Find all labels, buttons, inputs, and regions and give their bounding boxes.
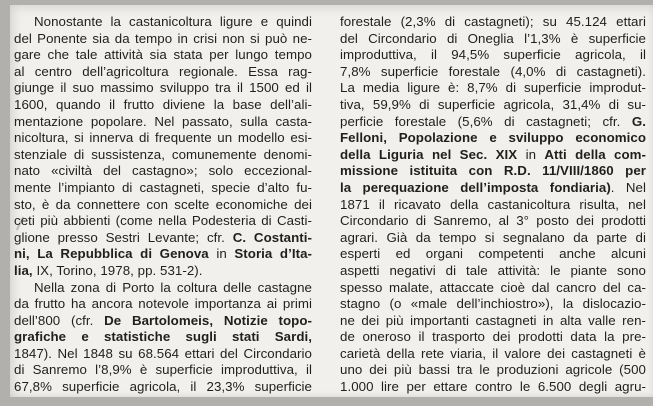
text-line <box>340 64 646 81</box>
text-segment: uno dei più bassi tra le produzioni agricole (500 <box>340 362 646 378</box>
text-line <box>340 346 646 363</box>
text-line <box>340 296 646 313</box>
text-segment: mentazione popolare. Nel passato, sulla casta- <box>14 113 312 129</box>
text-segment: IX, Torino, 1978, pp. 531-2). <box>36 262 203 278</box>
text-segment: ne dei più importanti castagneti in alta valle ren- <box>340 312 646 328</box>
text-segment: al centro dell’agricoltura regionale. Essa rag- <box>14 63 312 79</box>
text-segment: . Nel <box>610 179 646 195</box>
text-segment: La media ligure è: 8,7% di superficie improdut- <box>340 80 646 96</box>
text-segment: de oneroso il trasporto dei prodotti data la pre- <box>340 329 646 345</box>
text-line <box>340 213 646 230</box>
bold-text-segment: G. <box>631 113 646 129</box>
text-line <box>14 14 312 31</box>
text-line <box>14 197 312 214</box>
text-segment: giunge il suo massimo sviluppo tra il 1500 ed il <box>14 80 312 96</box>
text-segment: del Ponente sia da tempo in crisi non si può ne- <box>14 30 312 46</box>
bold-text-segment: la perequazione dell’imposta fondiaria) <box>340 179 611 195</box>
text-line <box>340 97 646 114</box>
text-line <box>14 114 312 131</box>
text-line <box>340 163 646 180</box>
text-line <box>340 130 646 147</box>
text-segment: esperti ed organi competenti anche alcuni <box>340 246 646 262</box>
text-segment: del Circondario di Oneglia l’1,3% è superficie <box>340 30 646 46</box>
bold-text-segment: missione istituita con R.D. 11/VIII/1860 per <box>340 163 646 179</box>
text-segment: Circondario di Sanremo, al 3° posto dei prodotti <box>340 213 646 229</box>
text-line <box>14 47 312 64</box>
text-segment: Nella zona di Porto la coltura delle castagne <box>34 279 312 295</box>
text-segment: Nonostante la castanicoltura ligure e quindi <box>34 14 312 29</box>
text-segment: gare che tale attività sia stata per lungo tempo <box>14 47 312 63</box>
bold-text-segment: lia, <box>14 262 37 278</box>
bold-text-segment: Atti della com- <box>544 146 646 162</box>
text-line <box>340 329 646 346</box>
bold-text-segment: De Bartolomeis, Notizie topo- <box>104 312 312 328</box>
text-line <box>340 263 646 280</box>
text-line <box>340 246 646 263</box>
text-line <box>14 313 312 330</box>
text-segment: da frutto ha ancora notevole importanza ai primi <box>14 296 312 312</box>
text-segment: sto, è da connettere con scelte economiche dei <box>14 196 312 212</box>
text-line <box>14 379 312 396</box>
text-column-right <box>340 14 646 396</box>
text-line <box>340 31 646 48</box>
text-line <box>340 197 646 214</box>
text-line <box>340 180 646 197</box>
text-line <box>14 263 312 280</box>
text-segment: mente l’impianto di castagneti, specie d’alto fu- <box>14 179 312 195</box>
text-line <box>14 31 312 48</box>
text-segment: 67,8% superficie agricola, il 23,3% superficie <box>14 379 312 395</box>
text-segment: nato «civiltà del castagno»; solo eccezional- <box>14 163 312 179</box>
text-line <box>14 97 312 114</box>
text-line <box>340 14 646 31</box>
text-segment: in <box>525 146 545 162</box>
bold-text-segment: grafiche e statistiche sugli stati Sardi, <box>14 329 312 345</box>
text-line <box>340 313 646 330</box>
text-line <box>14 64 312 81</box>
text-line <box>340 47 646 64</box>
text-line <box>340 114 646 131</box>
text-segment: 1600, quando il frutto diviene la base dell’ali- <box>14 96 312 112</box>
text-line <box>340 80 646 97</box>
text-line <box>14 180 312 197</box>
text-line <box>14 130 312 147</box>
text-segment: 7,8% superficie forestale (4,0% di castagneti). <box>340 63 646 79</box>
text-segment: stenziale di sussistenza, comunemente denomi- <box>14 146 312 162</box>
text-segment: aspetti negativi di tale attività: le piante sono <box>340 262 646 278</box>
text-line <box>340 280 646 297</box>
text-segment: perficie forestale (5,6% di castagneti; cfr. <box>340 113 632 129</box>
text-line <box>14 213 312 230</box>
text-segment: stagno (o «male dell’inchiostro»), la dislocazio- <box>340 296 646 312</box>
text-line <box>14 246 312 263</box>
text-line <box>14 80 312 97</box>
text-line <box>14 329 312 346</box>
bold-text-segment: Storia d’Ita- <box>234 246 312 262</box>
text-line <box>14 147 312 164</box>
text-segment: 1847). Nel 1848 su 68.564 ettari del Circondario <box>14 345 312 361</box>
text-segment: in <box>216 246 235 262</box>
text-line <box>14 230 312 247</box>
bold-text-segment: della Liguria nel Sec. XIX <box>340 146 526 162</box>
text-line <box>14 280 312 297</box>
text-segment: tiva, 59,9% di superficie agricola, 31,4% di su- <box>340 96 646 112</box>
text-columns <box>14 14 646 396</box>
text-segment: dell’800 (cfr. <box>14 312 105 328</box>
bold-text-segment: C. Costanti- <box>232 229 312 245</box>
text-column-left <box>14 14 312 396</box>
text-segment: forestale (2,3% di castagneti); su 45.124 ettari <box>340 14 646 29</box>
text-segment: spesso malate, attaccate cioè dal cancro del ca- <box>340 279 646 295</box>
text-segment: improduttiva, il 94,5% superficie agricola, il <box>340 47 646 63</box>
text-line <box>340 147 646 164</box>
text-segment: ceti più abbienti (come nella Podesteria di Casti- <box>14 213 312 229</box>
text-line <box>340 230 646 247</box>
text-segment: agrari. Già da tempo si segnalano da parte di <box>340 229 646 245</box>
text-segment: nicoltura, si innerva di frequente un modello esi- <box>14 130 312 146</box>
text-segment: 1.000 lire per ettare contro le 6.500 degli agru- <box>340 379 646 395</box>
text-segment: di Sanremo l’8,9% è superficie improduttiva, il <box>14 362 312 378</box>
bold-text-segment: Felloni, Popolazione e sviluppo economico <box>340 130 646 146</box>
text-line <box>340 362 646 379</box>
text-line <box>14 163 312 180</box>
bold-text-segment: ni, La Repubblica di Genova <box>14 246 217 262</box>
text-segment: glione presso Sestri Levante; cfr. <box>14 229 233 245</box>
text-line <box>14 296 312 313</box>
text-segment: 1871 il ricavato della castanicoltura risulta, nel <box>340 196 646 212</box>
text-line <box>14 362 312 379</box>
text-line <box>14 346 312 363</box>
text-segment: carietà della rete viaria, il valore dei castagneti è <box>340 345 646 361</box>
page-surface <box>10 5 653 397</box>
text-line <box>340 379 646 396</box>
